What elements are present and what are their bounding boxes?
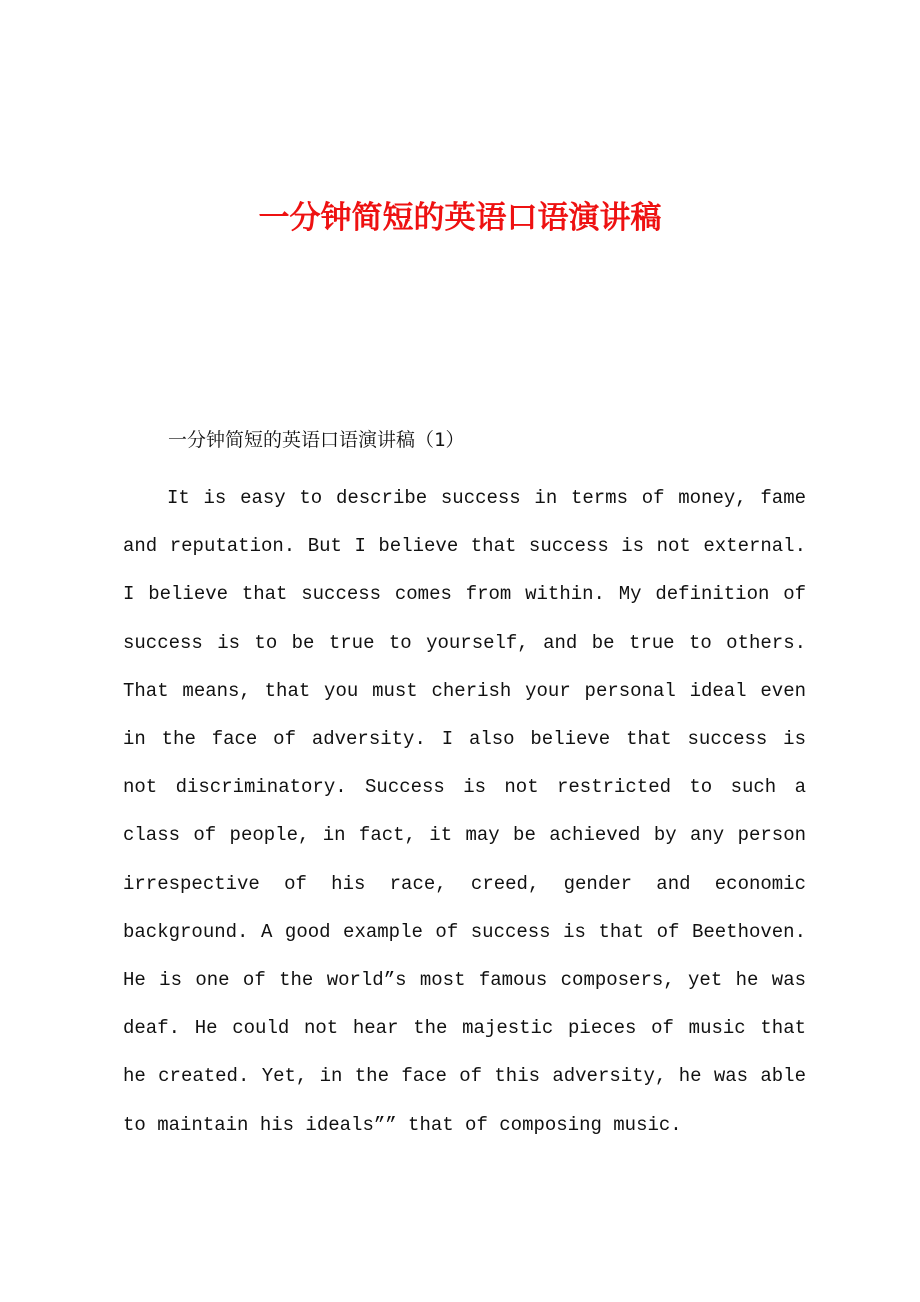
section-heading: 一分钟简短的英语口语演讲稿（1） [168,429,465,451]
document-title: 一分钟简短的英语口语演讲稿 [258,200,662,236]
body-paragraph: It is easy to describe success in terms of money, fame and reputation. But I believe that success is not external. I believe that success comes from within. My definition of success is to be true to yourself, and be true to others. That means, that you must cherish your personal ideal even in the face of adversity. I also believe that success is not discriminatory. Success is not restricted to such a class of people, in fact, it may be achieved by any person irrespective of his race, creed, gender and economic background. A good example of success is that of Beethoven. He is one of the world”s most famous composers, yet he was deaf. He could not hear the majestic pieces of music that he created. Yet, in the face of this adversity, he was able to maintain his ideals”” that of composing music. [123,487,806,1136]
